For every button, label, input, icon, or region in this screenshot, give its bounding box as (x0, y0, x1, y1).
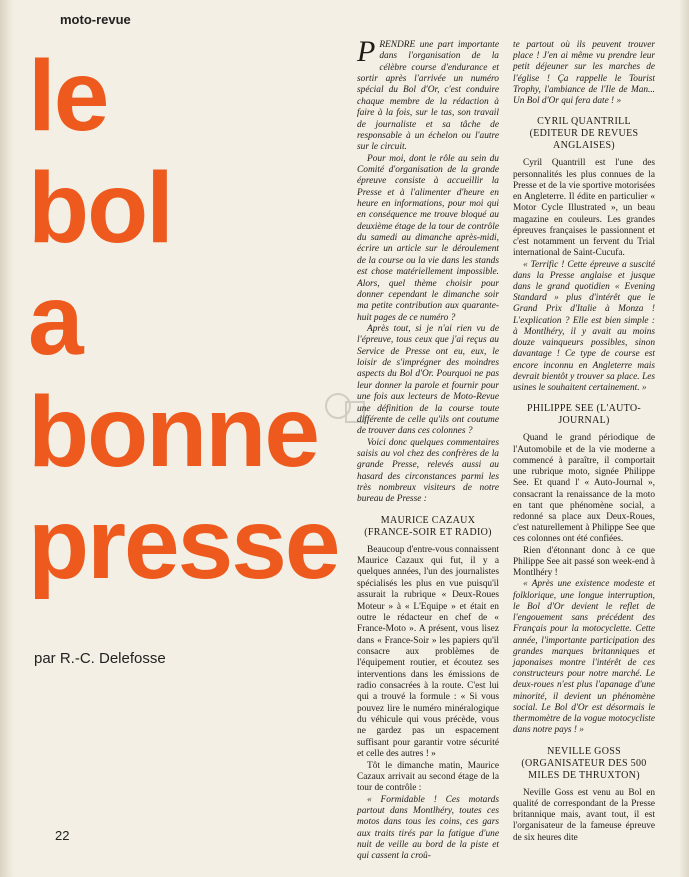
title-line: bol (28, 152, 172, 264)
body-paragraph: Neville Goss est venu au Bol en qualité de correspondant de la Presse britannique mais, avant tout, il est l'organisateur de la fameuse épreuve de six heures dite (513, 787, 655, 843)
quote-paragraph: « Après une existence modeste et folklorique, une longue interruption, le Bol d'Or devient le reflet de l'engouement sans précédent des Français pour la motocyclette. Cette année, l'importante participation des grandes marques britanniques et japonaises montre l'intérêt de ces constructeurs pour notre marché. Le deux-roues n'est plus l'apanage d'une minorité, il devient un phénomène social. Le Bol d'Or est désormais le thermomètre de la vogue motocycliste dans notre pays ! » (513, 579, 655, 736)
section-heading: CYRIL QUANTRILL (EDITEUR DE REVUES ANGLAISES) (529, 116, 639, 152)
section-header: moto-revue (60, 12, 131, 27)
body-paragraph: Cyril Quantrill est l'une des personnalités les plus connues de la Presse et de la vie sportive motorisées en Angleterre. Il édite en particulier « Motor Cycle Illustrated », un beau magazine en couleurs. Les grandes épreuves françaises le passionnent et c'est notamment un fervent du Trial international de Saint-Cucufa. (513, 158, 655, 259)
body-paragraph: Quand le grand périodique de l'Automobile et de la vie moderne a commencé à paraître, il comportait une rubrique moto, signée Philippe See. Et quand l' « Auto-Journal », consacrant la renaissance de la moto en tant que phénomène social, a redonné sa place aux Deux-Roues, c'est naturellement à Philippe See que ces colonnes ont été confiées. (513, 433, 655, 545)
article-column-2 (513, 40, 655, 844)
section-heading: NEVILLE GOSS (ORGANISATEUR DES 500 MILES DE THRUXTON) (521, 745, 647, 781)
body-paragraph: Beaucoup d'entre-vous connaissent Maurice Cazaux qui fut, il y a quelques années, l'un des journalistes spécialisés les plus en vue puisqu'il assurait la rubrique « Deux-Roues Moteur » à « L'Equipe » et était en outre le rédacteur en chef de « France-Moto ». A présent, vous lisez dans « France-Soir » les papiers qu'il consacre aux problèmes de l'équipement routier, et écoutez ses interventions dans les émissions de radio consacrées à la route. C'est lui qui a trouvé la formule : « Si vous pouvez lire le numéro minéralogique du véhicule qui vous précède, vous ne gardez pas un espacement suffisant pour garantir votre sécurité et celle des autres ! » (357, 544, 499, 760)
title-line: le (28, 40, 108, 152)
quote-paragraph: « Terrific ! Cette épreuve a suscité dans la Presse anglaise et jusque dans le grand quotidien « Evening Standard » plus d'intérêt que le Grand Prix d'Italie à Monza ! L'explication ? Elle est bien simple : à Montlhéry, il y avait au moins douze vainqueurs possibles, sinon davantage ! Ce type de course est encore inconnu en Angleterre mais devrait bientôt y trouver sa place. Les usines le souhaitent certainement. » (513, 259, 655, 394)
body-paragraph: Pour moi, dont le rôle au sein du Comité d'organisation de la grande épreuve consiste à accueillir la Presse et à l'alimenter d'heure en heure en informations, pour moi qui en conséquence me trouve bloqué au deuxième étage de la tour de contrôle du samedi au dimanche après-midi, écrire un article sur le déroulement de la course ou la vie dans les stands est chose matériellement impossible. Alors, quel thème choisir pour donner cependant le dimanche soir ma petite contribution aux quarante-huit pages de ce numéro ? (357, 153, 499, 323)
body-paragraph: Rien d'étonnant donc à ce que Philippe See ait passé son week-end à Montlhéry ! (513, 545, 655, 579)
article-column-1 (357, 35, 499, 863)
byline: par R.-C. Delefosse (34, 650, 166, 667)
article-title (28, 40, 348, 600)
quote-paragraph: « Formidable ! Ces motards partout dans Montlhéry, toutes ces motos dans tous les coins, ces gars aux traits tirés par la fatigue d'une nuit de veille au bord de la piste et qui cassent la croû- (357, 794, 499, 862)
section-heading: PHILIPPE SEE (L'AUTO-JOURNAL) (526, 403, 642, 427)
title-line: presse (28, 488, 339, 600)
page-number: 22 (55, 828, 70, 843)
title-line: bonne (28, 376, 318, 488)
page-outer-edge (679, 0, 689, 877)
quote-paragraph: te partout où ils peuvent trouver place ! J'en ai même vu prendre leur petit déjeuner sur les marches de l'église ! Ça rappelle le Tourist Trophy, l'ambiance de l'Ile de Man... Un Bol d'Or qui fera date ! » (513, 40, 655, 107)
body-paragraph: Voici donc quelques commentaires saisis au vol chez des confrères de la grande Presse, relevés aussi au hasard des circonstances parmi les très nombreux visiteurs de notre bureau de Presse : (357, 437, 499, 505)
drop-cap: P (357, 35, 376, 68)
page-binding-edge (0, 0, 14, 877)
title-line: a (28, 264, 82, 376)
intro-paragraph: PRENDRE une part importante dans l'organisation de la célèbre course d'endurance et sortir après l'arrivée un numéro spécial du Bol d'Or, c'est conduire chaque membre de la rédaction à faire à la fois, sur le tas, son travail de journaliste et sa tâche de responsable à un échelon ou l'autre sur le circuit. (357, 35, 499, 153)
section-heading: MAURICE CAZAUX (FRANCE-SOIR ET RADIO) (364, 514, 492, 538)
body-paragraph: Tôt le dimanche matin, Maurice Cazaux arrivait au second étage de la tour de contrôle : (357, 760, 499, 794)
body-paragraph: Après tout, si je n'ai rien vu de l'épreuve, tous ceux que j'ai reçus au Service de Presse ont eu, eux, le loisir de s'imprégner des moindres aspects du Bol d'Or. Pourquoi ne pas leur donner la parole et fournir pour une fois aux lecteurs de Moto-Revue une définition de la course toute différente de celle qu'ils ont coutume de trouver dans ces colonnes ? (357, 323, 499, 437)
